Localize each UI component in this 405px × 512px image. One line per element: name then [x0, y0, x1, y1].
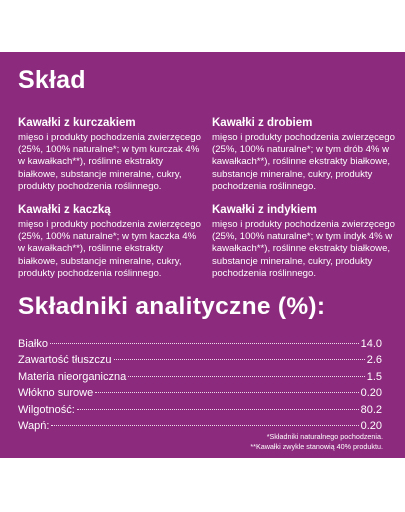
dotted-leader: [51, 425, 358, 426]
analytic-label: Wapń:: [18, 419, 50, 432]
ingredient-item: [212, 203, 397, 280]
ingredient-description: mięso i produkty pochodzenia zwierzęcego (25%, 100% naturalne*; w tym indyk 4% w kawałkach**), roślinne ekstrakty białkowe, substancje mineralne, cukry, produkty pochodzenia roślinnego.: [212, 219, 395, 279]
ingredient-name: Kawałki z kurczakiem: [18, 117, 136, 129]
ingredients-column-left: [18, 116, 203, 290]
analytic-label: Materia nieorganiczna: [18, 370, 127, 383]
analytic-value: 1.5: [366, 370, 382, 383]
ingredient-description: mięso i produkty pochodzenia zwierzęcego (25%, 100% naturalne*; w tym kaczka 4% w kawałkach**), roślinne ekstrakty białkowe, substancje mineralne, cukry, produkty pochodzenia roślinnego.: [18, 219, 201, 279]
footnotes: [250, 432, 383, 452]
dotted-leader: [114, 359, 365, 360]
ingredient-item: [212, 116, 397, 193]
analytic-label: Białko: [18, 338, 48, 350]
analytic-value: 80.2: [360, 403, 382, 416]
analytic-label: Włókno surowe: [18, 387, 94, 400]
analytic-row: [18, 387, 382, 403]
composition-panel: [0, 52, 405, 458]
ingredient-name: Kawałki z kaczką: [18, 204, 111, 217]
ingredient-description: mięso i produkty pochodzenia zwierzęcego (25%, 100% naturalne*; w tym drób 4% w kawałkach**), roślinne ekstrakty białkowe, substancje mineralne, cukry, produkty pochodzenia roślinnego.: [212, 132, 395, 192]
ingredient-name: Kawałki z drobiem: [212, 117, 313, 129]
footnote-chunks: **Kawałki zwykle stanowią 40% produktu.: [250, 442, 383, 451]
dotted-leader: [77, 409, 359, 410]
analytic-value: 2.6: [366, 354, 382, 367]
analytic-row: [18, 404, 382, 420]
ingredient-description: mięso i produkty pochodzenia zwierzęcego (25%, 100% naturalne*; w tym kurczak 4% w kawałkach**), roślinne ekstrakty białkowe, substancje mineralne, cukry, produkty pochodzenia roślinnego.: [18, 132, 201, 192]
ingredient-name: Kawałki z indykiem: [212, 204, 317, 217]
ingredient-item: [18, 203, 203, 280]
analytic-row: [18, 354, 382, 370]
analytic-label: Zawartość tłuszczu: [18, 354, 112, 367]
dotted-leader: [128, 376, 364, 377]
analytic-value: 0.20: [360, 387, 382, 400]
analytic-value: 14.0: [360, 338, 382, 350]
composition-title: Skład: [18, 66, 86, 94]
ingredient-item: [18, 116, 203, 193]
analytic-table: [18, 338, 382, 436]
analytic-title: Składniki analityczne (%):: [18, 293, 326, 320]
analytic-value: 0.20: [360, 419, 382, 432]
analytic-label: Wilgotność:: [18, 403, 75, 416]
analytic-row: [18, 371, 382, 387]
footnote-natural: *Składniki naturalnego pochodzenia.: [266, 432, 383, 441]
dotted-leader: [50, 343, 359, 344]
ingredients-column-right: [212, 116, 397, 290]
analytic-row: [18, 338, 382, 354]
dotted-leader: [95, 392, 358, 393]
